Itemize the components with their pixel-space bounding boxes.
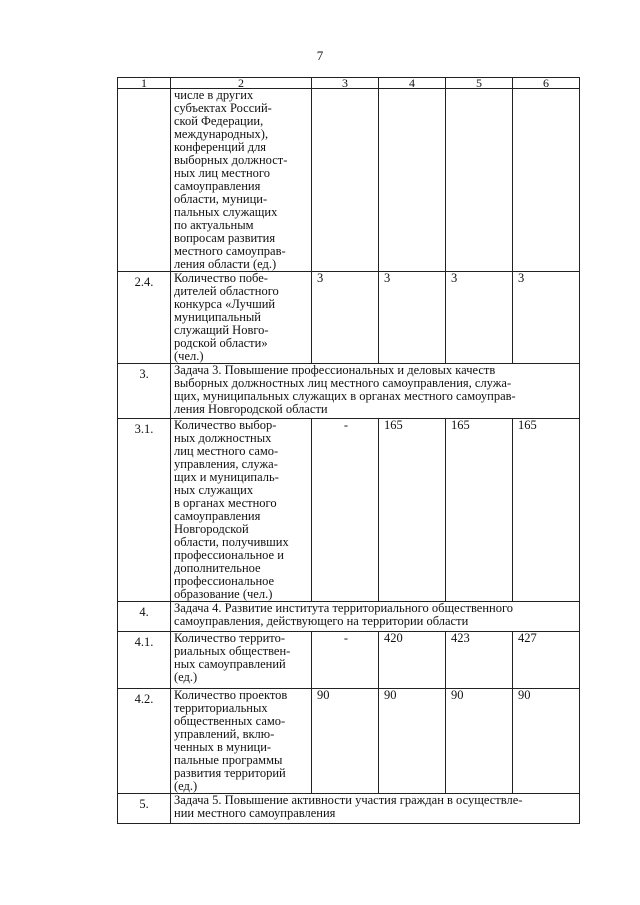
table-row bbox=[118, 419, 580, 602]
value-col-3 bbox=[312, 89, 379, 272]
indicators-table bbox=[117, 77, 580, 824]
table-row bbox=[118, 364, 580, 419]
value-col-5: 3 bbox=[446, 272, 513, 364]
value-col-4 bbox=[379, 89, 446, 272]
task-number: 5. bbox=[118, 794, 171, 824]
indicator-name: Количество террито- риальных обществен- ных самоуправлений (ед.) bbox=[171, 632, 312, 689]
value-col-3: - bbox=[312, 632, 379, 689]
header-col-6: 6 bbox=[513, 78, 580, 89]
task-description: Задача 3. Повышение профессиональных и деловых качеств выборных должностных лиц местного самоуправления, служа- щих, муниципальных служащих в органах местного самоуправ- ления Новгородской области bbox=[171, 364, 580, 419]
row-number: 4.2. bbox=[118, 689, 171, 794]
header-col-4: 4 bbox=[379, 78, 446, 89]
indicator-name: Количество проектов территориальных общественных само- управлений, вклю- ченных в муници- пальные программы развития территорий (ед.) bbox=[171, 689, 312, 794]
row-number: 2.4. bbox=[118, 272, 171, 364]
value-col-5 bbox=[446, 89, 513, 272]
table-row bbox=[118, 89, 580, 272]
value-col-5: 165 bbox=[446, 419, 513, 602]
header-col-2: 2 bbox=[171, 78, 312, 89]
table-row bbox=[118, 272, 580, 364]
value-col-3: 3 bbox=[312, 272, 379, 364]
table-header-row bbox=[118, 78, 580, 89]
table-row bbox=[118, 602, 580, 632]
header-col-3: 3 bbox=[312, 78, 379, 89]
value-col-6: 165 bbox=[513, 419, 580, 602]
value-col-3: 90 bbox=[312, 689, 379, 794]
table-row bbox=[118, 632, 580, 689]
task-number: 4. bbox=[118, 602, 171, 632]
value-col-6: 3 bbox=[513, 272, 580, 364]
value-col-4: 3 bbox=[379, 272, 446, 364]
task-description: Задача 5. Повышение активности участия граждан в осуществле- нии местного самоуправления bbox=[171, 794, 580, 824]
indicator-name: Количество побе- дителей областного конкурса «Лучший муниципальный служащий Новго- родской области» (чел.) bbox=[171, 272, 312, 364]
row-number: 3.1. bbox=[118, 419, 171, 602]
value-col-6 bbox=[513, 89, 580, 272]
page-number: 7 bbox=[316, 48, 324, 63]
value-col-3: - bbox=[312, 419, 379, 602]
row-number: 4.1. bbox=[118, 632, 171, 689]
table-row bbox=[118, 689, 580, 794]
table-row bbox=[118, 794, 580, 824]
header-col-5: 5 bbox=[446, 78, 513, 89]
task-number: 3. bbox=[118, 364, 171, 419]
value-col-6: 427 bbox=[513, 632, 580, 689]
value-col-4: 90 bbox=[379, 689, 446, 794]
task-description: Задача 4. Развитие института территориального общественного самоуправления, действующего на территории области bbox=[171, 602, 580, 632]
header-col-1: 1 bbox=[118, 78, 171, 89]
value-col-4: 420 bbox=[379, 632, 446, 689]
value-col-5: 423 bbox=[446, 632, 513, 689]
value-col-6: 90 bbox=[513, 689, 580, 794]
row-number bbox=[118, 89, 171, 272]
indicator-name: числе в других субъектах Россий- ской Федерации, международных), конференций для выборных должност- ных лиц местного самоуправления области, муници- пальных служащих по актуальным вопросам развития местного самоуправ- ления области (ед.) bbox=[171, 89, 312, 272]
indicator-name: Количество выбор- ных должностных лиц местного само- управления, служа- щих и муниципаль- ных служащих в органах местного самоуправления Новгородской области, получивших профессиональное и дополнительное профессиональное образование (чел.) bbox=[171, 419, 312, 602]
value-col-5: 90 bbox=[446, 689, 513, 794]
value-col-4: 165 bbox=[379, 419, 446, 602]
